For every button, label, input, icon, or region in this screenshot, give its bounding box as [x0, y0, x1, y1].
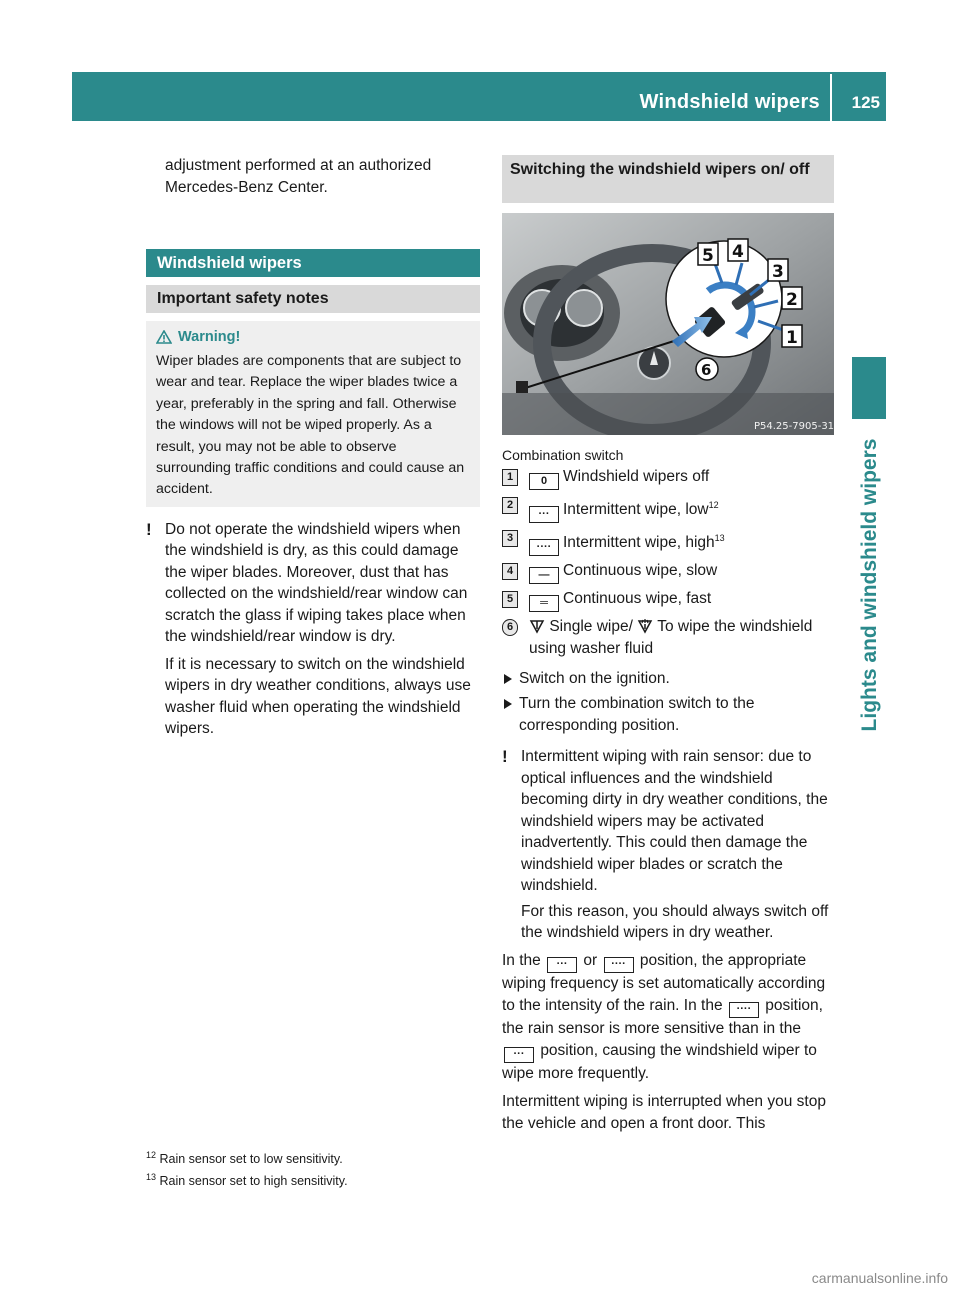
- right-column: [502, 155, 834, 1135]
- item-number: 2: [502, 497, 518, 514]
- continuous-fast-symbol: ═: [529, 595, 559, 612]
- figure-code: P54.25-7905-31: [754, 421, 834, 432]
- note-dry-windshield: [146, 519, 480, 740]
- page-number: 125: [851, 93, 880, 112]
- list-item: 1 0 Windshield wipers off: [502, 466, 834, 490]
- warning-text: Wiper blades are components that are subject to wear and tear. Replace the wiper blades twice a year, preferably in the spring and fall. Otherwise the windows will not be wiped properly. As a result, you may not be able to observe surrounding traffic conditions and could cause an accident.: [156, 353, 465, 498]
- intro-text: adjustment performed at an authorized Mercedes-Benz Center.: [165, 157, 432, 196]
- chapter-tab: [852, 357, 886, 419]
- combination-switch-figure: [502, 213, 834, 435]
- dashboard-illustration: [502, 213, 834, 435]
- single-wipe-icon: [529, 618, 545, 634]
- figure-label-2: 2: [786, 290, 798, 310]
- note-text: Do not operate the windshield wipers when the windshield is dry, as this could damage the wiper blades. Moreover, dust that has collected on the windshield/rear window can scratch the glass if wiping takes place when the windshield/rear window is dry.: [165, 520, 468, 646]
- list-item: 3 ···· Intermittent wipe, high$^{13}$: [502, 527, 834, 556]
- note-text: Intermittent wiping with rain sensor: due to optical influences and the windshield becoming dirty in dry weather conditions, the windshield wipers may be activated inadvertently. This could then damage the windshield wiper blades or scratch the windshield.: [521, 748, 828, 895]
- intermittent-high-symbol: ····: [529, 539, 559, 556]
- figure-label-5: 5: [702, 246, 714, 266]
- figure-caption: Combination switch: [502, 447, 624, 463]
- page-header: [72, 72, 886, 121]
- footnote-12: $^{12}$ Rain sensor set to low sensitivity.: [146, 1150, 343, 1167]
- figure-label-4: 4: [732, 242, 744, 262]
- header-divider: [830, 74, 832, 121]
- list-item: 5 ═ Continuous wipe, fast: [502, 588, 834, 612]
- exclamation-icon: !: [146, 519, 152, 539]
- left-column: [146, 155, 480, 740]
- item-number: 5: [502, 591, 518, 608]
- item-number: 4: [502, 563, 518, 580]
- list-item: 4 — Continuous wipe, slow: [502, 560, 834, 584]
- intermittent-high-symbol: ····: [604, 957, 634, 973]
- header-title: Windshield wipers: [639, 91, 820, 113]
- figure-label-1: 1: [786, 328, 798, 348]
- subsection-title-safety: Important safety notes: [146, 285, 480, 313]
- chapter-label-text: Lights and windshield wipers: [858, 438, 881, 732]
- figure-label-6: 6: [701, 361, 712, 379]
- intermittent-low-symbol: ···: [504, 1047, 534, 1063]
- footnote-13: $^{13}$ Rain sensor set to high sensitivity.: [146, 1172, 348, 1189]
- footnotes: [146, 1146, 348, 1190]
- section-title-windshield-wipers: Windshield wipers: [146, 249, 480, 277]
- instruction-step: Switch on the ignition.: [502, 668, 834, 690]
- item-number: 1: [502, 469, 518, 486]
- note-text-2: For this reason, you should always switch off the windshield wipers in dry weather.: [521, 902, 829, 942]
- switch-positions-list: [502, 466, 834, 660]
- list-item: 2 ··· Intermittent wipe, low$^{12}$: [502, 494, 834, 523]
- watermark: carmanualsonline.info: [811, 1270, 948, 1286]
- warning-triangle-icon: [156, 330, 172, 344]
- continuous-slow-symbol: —: [529, 567, 559, 584]
- exclamation-icon: !: [502, 747, 508, 767]
- figure-label-3: 3: [772, 262, 784, 282]
- chapter-label: [850, 420, 890, 750]
- rain-sensor-paragraph: In the ··· or ···· position, the appropriate wiping frequency is set automatically according to the intensity of the rain. In the ···· position, the rain sensor is more sensitive than in the ··· position, causing the windshield wiper to wipe more frequently.: [502, 951, 826, 1082]
- instruction-step: Turn the combination switch to the corresponding position.: [502, 693, 834, 737]
- intermittent-low-symbol: ···: [547, 957, 577, 973]
- wiper-off-symbol: 0: [529, 473, 559, 490]
- list-item: 6 Single wipe/ To wipe the windshield using washer fluid: [502, 616, 834, 660]
- note-rain-sensor: [502, 746, 834, 944]
- intermittent-low-symbol: ···: [529, 506, 559, 523]
- interrupt-paragraph: Intermittent wiping is interrupted when you stop the vehicle and open a front door. This: [502, 1092, 826, 1132]
- warning-box: [146, 321, 480, 507]
- intermittent-high-symbol: ····: [729, 1002, 759, 1018]
- item-number: 3: [502, 530, 518, 547]
- warning-heading: [156, 329, 472, 345]
- note-text-2: If it is necessary to switch on the windshield wipers in dry weather conditions, always use washer fluid when operating the windshield wipers.: [165, 655, 471, 738]
- warning-title: Warning!: [178, 329, 241, 345]
- section-title-switching: Switching the windshield wipers on/ off: [502, 155, 834, 203]
- item-number: 6: [502, 619, 518, 636]
- washer-fluid-icon: [637, 618, 653, 634]
